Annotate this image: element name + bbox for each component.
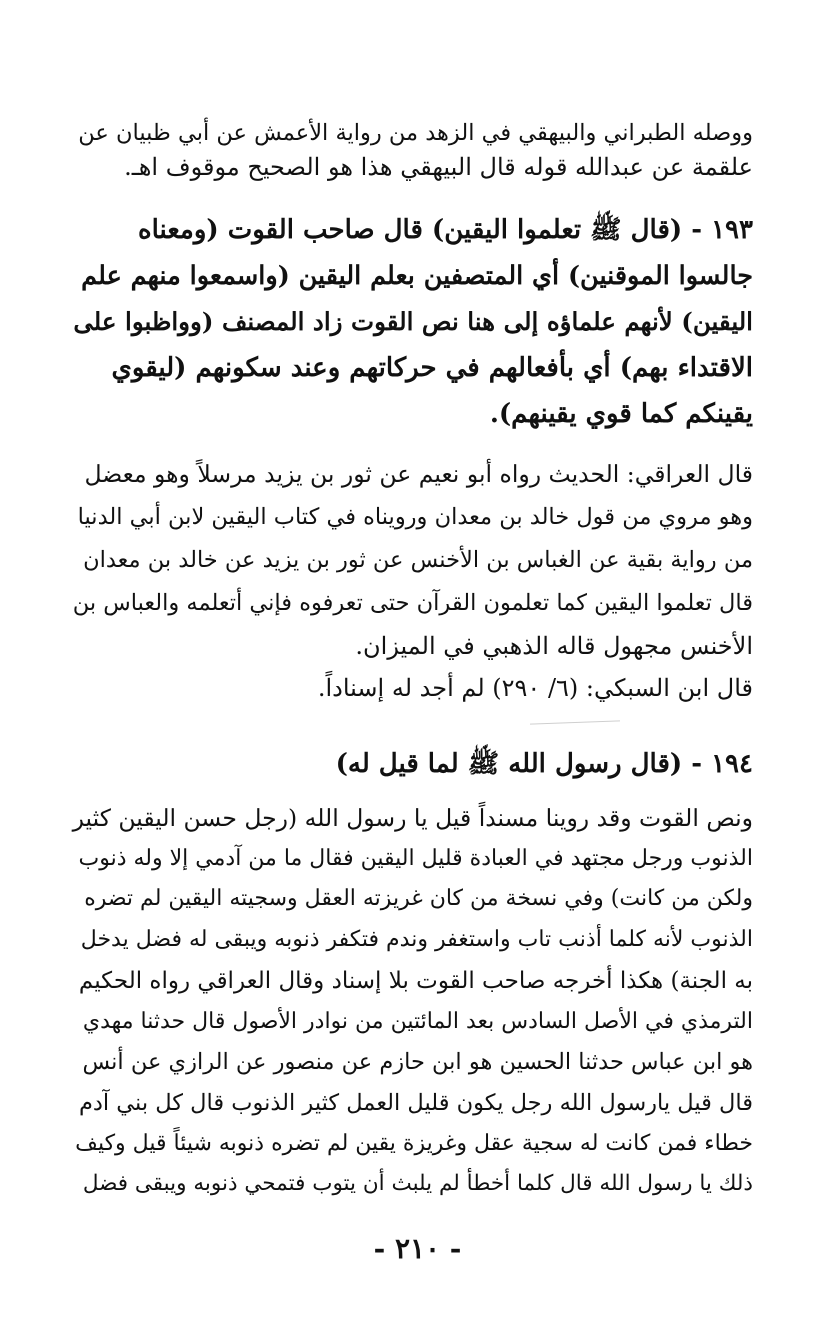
text-line: اليقين) لأنهم علماؤه إلى هنا نص القوت زاد المصنف (وواظبوا على <box>73 307 753 336</box>
text-line: جالسوا الموقنين) أي المتصفين بعلم اليقين (واسمعوا منهم علم <box>81 261 753 291</box>
hadith-193-text <box>72 207 753 437</box>
text-line: به الجنة) هكذا أخرجه صاحب القوت بلا إسناد وقال العراقي رواه الحكيم <box>78 967 753 994</box>
text-line: يقينكم كما قوي يقينهم). <box>489 399 753 429</box>
paragraph-intro <box>72 116 753 184</box>
text-line: ١٩٣ - (قال ﷺ تعلموا اليقين) قال صاحب القوت (ومعناه <box>137 215 753 245</box>
divider <box>530 720 620 724</box>
text-line: قال تعلموا اليقين كما تعلمون القرآن حتى تعرفوه فإني أتعلمه والعباس بن <box>72 590 753 616</box>
text-line: وهو مروي من قول خالد بن معدان ورويناه في كتاب اليقين لابن أبي الدنيا <box>77 504 753 530</box>
paragraph-iraqi-commentary <box>72 453 753 668</box>
text-line: الأخنس مجهول قاله الذهبي في الميزان. <box>355 632 753 660</box>
paragraph-subki-note <box>72 668 753 708</box>
hadith-194-heading <box>72 742 753 786</box>
page-number: - ٢١٠ - <box>373 1232 462 1265</box>
text-line: الاقتداء بهم) أي بأفعالهم في حركاتهم وعند سكونهم (ليقوي <box>111 353 753 383</box>
text-line: خطاء فمن كانت له سجية عقل وغريزة يقين لم تضره ذنوبه شيئاً قيل وكيف <box>75 1130 753 1156</box>
text-line: قال ابن السبكي: (٦/ ٢٩٠) لم أجد له إسناداً. <box>317 674 753 702</box>
text-line: الذنوب ورجل مجتهد في العبادة قليل اليقين فقال ما من آدمي إلا وله ذنوب <box>78 845 753 871</box>
text-line: ووصله الطبراني والبيهقي في الزهد من رواية الأعمش عن أبي ظبيان عن <box>78 120 753 146</box>
text-line: الذنوب لأنه كلما أذنب تاب واستغفر وندم فتكفر ذنوبه ويبقى له فضل يدخل <box>80 927 753 953</box>
text-line: علقمة عن عبدالله قوله قال البيهقي هذا هو الصحيح موقوف اهـ. <box>124 153 753 181</box>
paragraph-qut-text <box>72 798 753 1205</box>
text-line: قال قيل يارسول الله رجل يكون قليل العمل كثير الذنوب قال كل بني آدم <box>78 1089 753 1116</box>
text-line: ونص القوت وقد روينا مسنداً قيل يا رسول الله (رجل حسن اليقين كثير <box>72 804 753 832</box>
text-line: ولكن من كانت) وفي نسخة من كان غريزته العقل وسجيته اليقين لم تضره <box>84 886 753 912</box>
text-line: ذلك يا رسول الله قال كلما أخطأ لم يلبث أن يتوب فتمحي ذنوبه ويبقى فضل <box>82 1171 753 1197</box>
text-line: ١٩٤ - (قال رسول الله ﷺ لما قيل له) <box>335 749 753 779</box>
text-line: من رواية بقية عن الغباس بن الأخنس عن ثور بن يزيد عن خالد بن معدان <box>83 547 753 573</box>
text-line: الترمذي في الأصل السادس بعد المائتين من نوادر الأصول قال حدثنا مهدي <box>82 1008 753 1034</box>
text-line: قال العراقي: الحديث رواه أبو نعيم عن ثور بن يزيد مرسلاً وهو معضل <box>84 460 753 488</box>
text-line: هو ابن عباس حدثنا الحسين هو ابن حازم عن منصور عن الرازي عن أنس <box>82 1049 753 1076</box>
